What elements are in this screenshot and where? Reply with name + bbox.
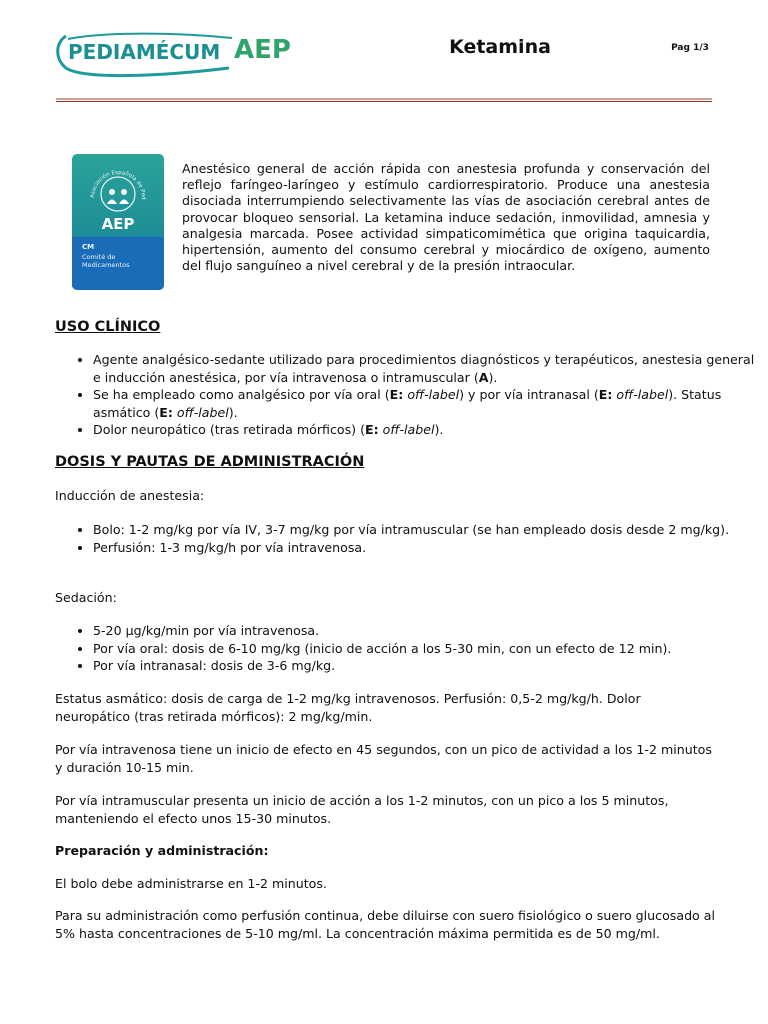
uso-clinico-list xyxy=(55,351,758,439)
list-item: • Agente analgésico-sedante utilizado para procedimientos diagnósticos y terapéuticos, anestesia general e inducción anestésica, por vía intravenosa o intramuscular (A). xyxy=(93,351,758,386)
logo-brand: AEP xyxy=(234,35,291,65)
header-rule xyxy=(56,98,712,100)
paragraph-intramuscular: Por vía intramuscular presenta un inicio de acción a los 1-2 minutos, con un pico a los 5 minutos, manteniendo el efecto unos 15-30 minutos. xyxy=(55,793,669,826)
list-item: • Perfusión: 1-3 mg/kg/h por vía intravenosa. xyxy=(93,539,758,557)
induccion-list xyxy=(55,521,758,556)
logo-text: PEDIAMÉCUM xyxy=(68,40,221,64)
paragraph-perfusion: Para su administración como perfusión continua, debe diluirse con suero fisiológico o suero glucosado al 5% hasta concentraciones de 5-10 mg/ml. La concentración máxima permitida es de 50 mg/ml. xyxy=(55,908,715,941)
badge-org-text: Asociación Española de Ped xyxy=(89,169,147,200)
aep-emblem-icon xyxy=(72,154,164,244)
badge-brand: AEP xyxy=(101,215,135,233)
list-item: • Por vía oral: dosis de 6-10 mg/kg (inicio de acción a los 5-30 min, con un efecto de 12 min). xyxy=(93,640,758,658)
sedacion-list xyxy=(55,622,758,675)
subheading-preparacion: Preparación y administración: xyxy=(55,843,269,858)
list-item: • Dolor neuropático (tras retirada mórficos) (E: off-label). xyxy=(93,421,758,439)
paragraph-estatus: Estatus asmático: dosis de carga de 1-2 mg/kg intravenosos. Perfusión: 0,5-2 mg/kg/h. Dolor neuropático (tras retirada mórficos): 2 mg/kg/min. xyxy=(55,691,641,724)
badge-committee-line1: Comité de xyxy=(82,253,116,261)
section-heading-dosis: DOSIS Y PAUTAS DE ADMINISTRACIÓN xyxy=(55,454,365,470)
paragraph-intravenosa: Por vía intravenosa tiene un inicio de efecto en 45 segundos, con un pico de actividad a los 1-2 minutos y duración 10-15 min. xyxy=(55,742,712,775)
section-heading-uso-clinico: USO CLÍNICO xyxy=(55,319,161,335)
page-number: Pag 1/3 xyxy=(671,43,709,53)
logo-swoosh-icon xyxy=(54,28,304,78)
paragraph-bolo: El bolo debe administrarse en 1-2 minutos. xyxy=(55,876,327,891)
list-item: • Se ha empleado como analgésico por vía oral (E: off-label) y por vía intranasal (E: off-label). Status asmático (E: off-label). xyxy=(93,386,758,421)
intro-paragraph: Anestésico general de acción rápida con anestesia profunda y conservación del reflejo faríngeo-laríngeo y estímulo cardiorrespiratorio. Produce una anestesia disociada interrumpiendo selectivamente las vías de asociación cerebral antes de provocar bloqueo sensorial. La ketamina induce sedación, inmovilidad, amnesia y analgesia marcada. Posee actividad simpaticomimética que origina taquicardia, hipertensión, aumento del consumo cerebral y miocárdico de oxígeno, aumento del flujo sanguíneo a nivel cerebral y de la presión intraocular. xyxy=(182,161,710,274)
list-item: • Por vía intranasal: dosis de 3-6 mg/kg. xyxy=(93,657,758,675)
aep-committee-badge xyxy=(72,154,164,290)
header-rule-dark xyxy=(56,101,712,102)
list-item: • Bolo: 1-2 mg/kg por vía IV, 3-7 mg/kg por vía intramuscular (se han empleado dosis desde 2 mg/kg). xyxy=(93,521,758,539)
document-title: Ketamina xyxy=(449,36,551,58)
pediamecum-logo xyxy=(54,28,304,78)
badge-committee-line2: Medicamentos xyxy=(82,261,130,269)
list-item: • 5-20 µg/kg/min por vía intravenosa. xyxy=(93,622,758,640)
induccion-label: Inducción de anestesia: xyxy=(55,488,205,503)
badge-committee-abbr: CM xyxy=(82,243,95,251)
sedacion-label: Sedación: xyxy=(55,590,117,605)
